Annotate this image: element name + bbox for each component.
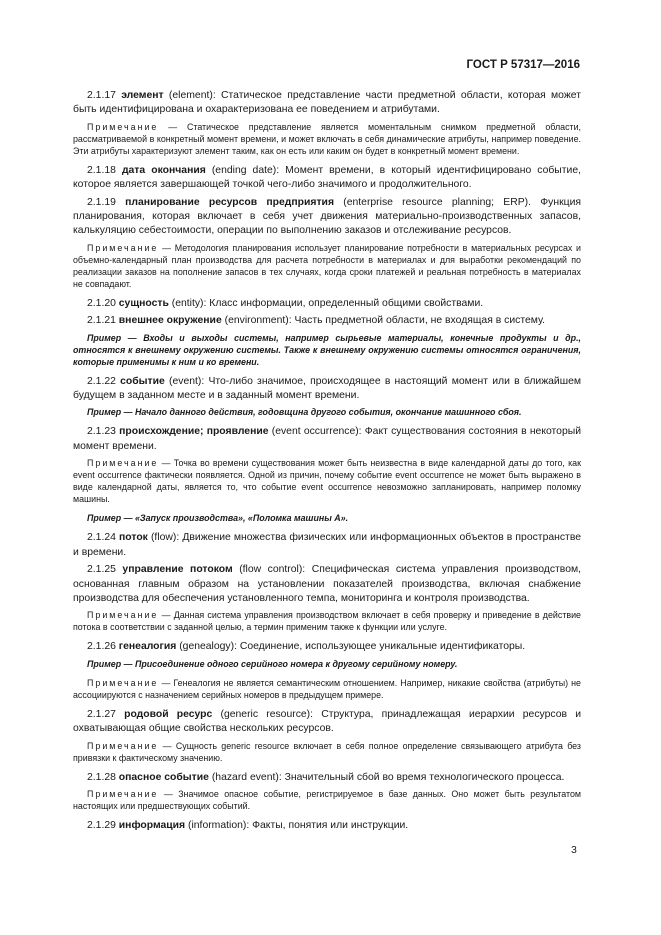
term-text: (element): Статическое представление части предметной области, которая может быть идентифицирована и охарактеризована ее поведением и атрибутами. — [73, 90, 581, 116]
term-number: 2.1.20 — [87, 297, 116, 309]
term-text: (information): Факты, понятия или инструкции. — [185, 819, 409, 831]
term-definition — [73, 297, 581, 311]
term-definition — [73, 708, 581, 737]
example: Пример — Начало данного действия, годовщина другого события, окончание машинного сбоя. — [87, 407, 522, 418]
note-text: — Сущность generic resource включает в себя полное определение связывающего атрибута без привязки к фактическому значению. — [73, 740, 581, 763]
term-text: (hazard event): Значительный сбой во время технологического процесса. — [208, 771, 565, 783]
term-number: 2.1.19 — [87, 196, 116, 208]
term-name: дата окончания — [121, 164, 206, 176]
term-text: (genealogy): Соединение, использующее уникальные идентификаторы. — [176, 641, 526, 653]
term-definition — [73, 819, 581, 833]
note — [73, 457, 581, 505]
note-label: Примечание — [87, 242, 159, 253]
term-text: (event): Что-либо значимое, происходящее в настоящий момент или в ближайшем будущем в заданном месте и в заданный момент времени. — [73, 375, 581, 402]
term-name: сущность — [118, 297, 169, 309]
term-name: генеалогия — [118, 641, 177, 653]
note-text: — Методология планирования использует планирование потребности в материальных ресурсах и объемно-календарный план производства для расчета потребности в материалах и для выработки рекомендаций по реализации заказов на пополнение запасов в тех случаях, когда сроки платежей и реальная потребность в материалах не совпадают. — [73, 242, 581, 289]
term-text: (event occurrence): Факт существования состояния в некоторый момент времени. — [73, 426, 582, 452]
term-number: 2.1.27 — [87, 708, 116, 720]
term-name: информация — [118, 819, 186, 831]
term-name: элемент — [121, 90, 164, 101]
note-label: Примечание — [87, 458, 159, 469]
term-definition — [73, 771, 581, 785]
term-number: 2.1.29 — [87, 819, 116, 831]
term-text: (environment): Часть предметной области, не входящая в систему. — [221, 315, 546, 327]
note — [73, 121, 581, 157]
note-label: Примечание — [87, 740, 159, 751]
term-text: (entity): Класс информации, определенный общими свойствами. — [168, 297, 484, 309]
term-number: 2.1.25 — [87, 564, 116, 576]
term-name: управление потоком — [122, 564, 233, 576]
note — [73, 677, 581, 701]
note-label: Примечание — [87, 788, 159, 799]
term-number: 2.1.22 — [87, 375, 116, 387]
document-body — [73, 89, 581, 836]
example: Пример — Присоединение одного серийного номера к другому серийному номеру. — [87, 658, 458, 669]
example: Пример — «Запуск производства», «Поломка машины А». — [87, 513, 349, 524]
term-name: поток — [119, 532, 148, 544]
term-number: 2.1.17 — [87, 90, 116, 101]
note-label: Примечание — [87, 121, 159, 132]
term-name: родовой ресурс — [124, 708, 213, 720]
term-text: (ending date): Момент времени, в который идентифицировано событие, которое является завершающей точкой чего-либо значимого и продолжительного. — [73, 164, 582, 191]
term-text: (generic resource): Структура, принадлежащая иерархии ресурсов и охватывающая общие свойства нескольких ресурсов. — [73, 708, 581, 735]
document-header: ГОСТ Р 57317—2016 — [466, 59, 580, 71]
term-number: 2.1.28 — [87, 771, 116, 783]
note-text: — Данная система управления производством включает в себя проверку и приведение в действие потока в соответствии с заданной целью, а термин применим также к функции или услуге. — [73, 610, 581, 633]
term-name: событие — [120, 375, 165, 387]
note-text: — Точка во времени существования может быть неизвестна в виде календарной даты до того, как event occurrence фактически появляется. Одной из причин, почему событие event occurrence не может быть выражено в виде календарной даты, является то, что событие event occurrence невозможно запланировать, например поломку машины. — [73, 458, 581, 505]
note — [73, 788, 581, 812]
term-definition — [73, 164, 581, 193]
term-number: 2.1.26 — [87, 641, 116, 653]
term-text: (enterprise resource planning; ERP). Функция планирования, которая включает в себя учет движения материально-производственных запасов, калькуляцию себестоимости, операции по выполнению заказов и отслеживание ресурсов. — [73, 196, 581, 237]
term-number: 2.1.23 — [87, 426, 116, 438]
term-definition — [73, 563, 581, 606]
term-definition — [73, 375, 581, 404]
term-definition — [73, 425, 581, 454]
term-number: 2.1.21 — [87, 315, 116, 327]
term-definition — [73, 89, 581, 118]
note-text: — Генеалогия не является семантическим отношением. Например, никакие свойства (атрибуты) не ассоциируются с назначением серийных номеров в предыдущем примере. — [73, 677, 581, 700]
page-number: 3 — [571, 844, 577, 856]
term-text: (flow): Движение множества физических или информационных объектов в пространстве и времени. — [73, 532, 581, 558]
term-number: 2.1.18 — [87, 164, 116, 176]
note-text: — Значимое опасное событие, регистрируемое в базе данных. Оно может быть результатом настоящих или предшествующих событий. — [73, 788, 581, 811]
note — [73, 740, 581, 764]
term-number: 2.1.24 — [87, 532, 116, 544]
note-label: Примечание — [87, 677, 159, 688]
term-name: планирование ресурсов предприятия — [125, 196, 335, 208]
term-name: опасное событие — [118, 771, 209, 783]
term-definition — [73, 196, 581, 239]
note-label: Примечание — [87, 610, 159, 621]
term-definition — [73, 531, 581, 560]
note — [73, 242, 581, 290]
term-definition — [73, 640, 581, 654]
term-name: происхождение; проявление — [119, 426, 269, 438]
term-definition — [73, 314, 581, 328]
term-name: внешнее окружение — [118, 315, 222, 327]
note-text: — Статическое представление является моментальным снимком предметной области, рассматриваемой в конкретный момент времени, и может включать в себя динамические атрибуты, например поведение. Эти атрибуты характеризуют элемент таким, как он есть или каким он будет в конкретный момент времени. — [73, 121, 581, 156]
example: Пример — Входы и выходы системы, например сырьевые материалы, конечные продукты и др., относятся к внешнему окружению системы. Также к внешнему окружению системы относятся ограничения, которые применимы к ним и ко времени. — [73, 332, 581, 367]
note — [73, 609, 581, 633]
term-text: (flow control): Специфическая система управления производством, основанная главным образом на установлении показателей производства, включая снабжение производства для обеспечения установленного темпа, мониторинга и контроля производства. — [73, 564, 582, 604]
